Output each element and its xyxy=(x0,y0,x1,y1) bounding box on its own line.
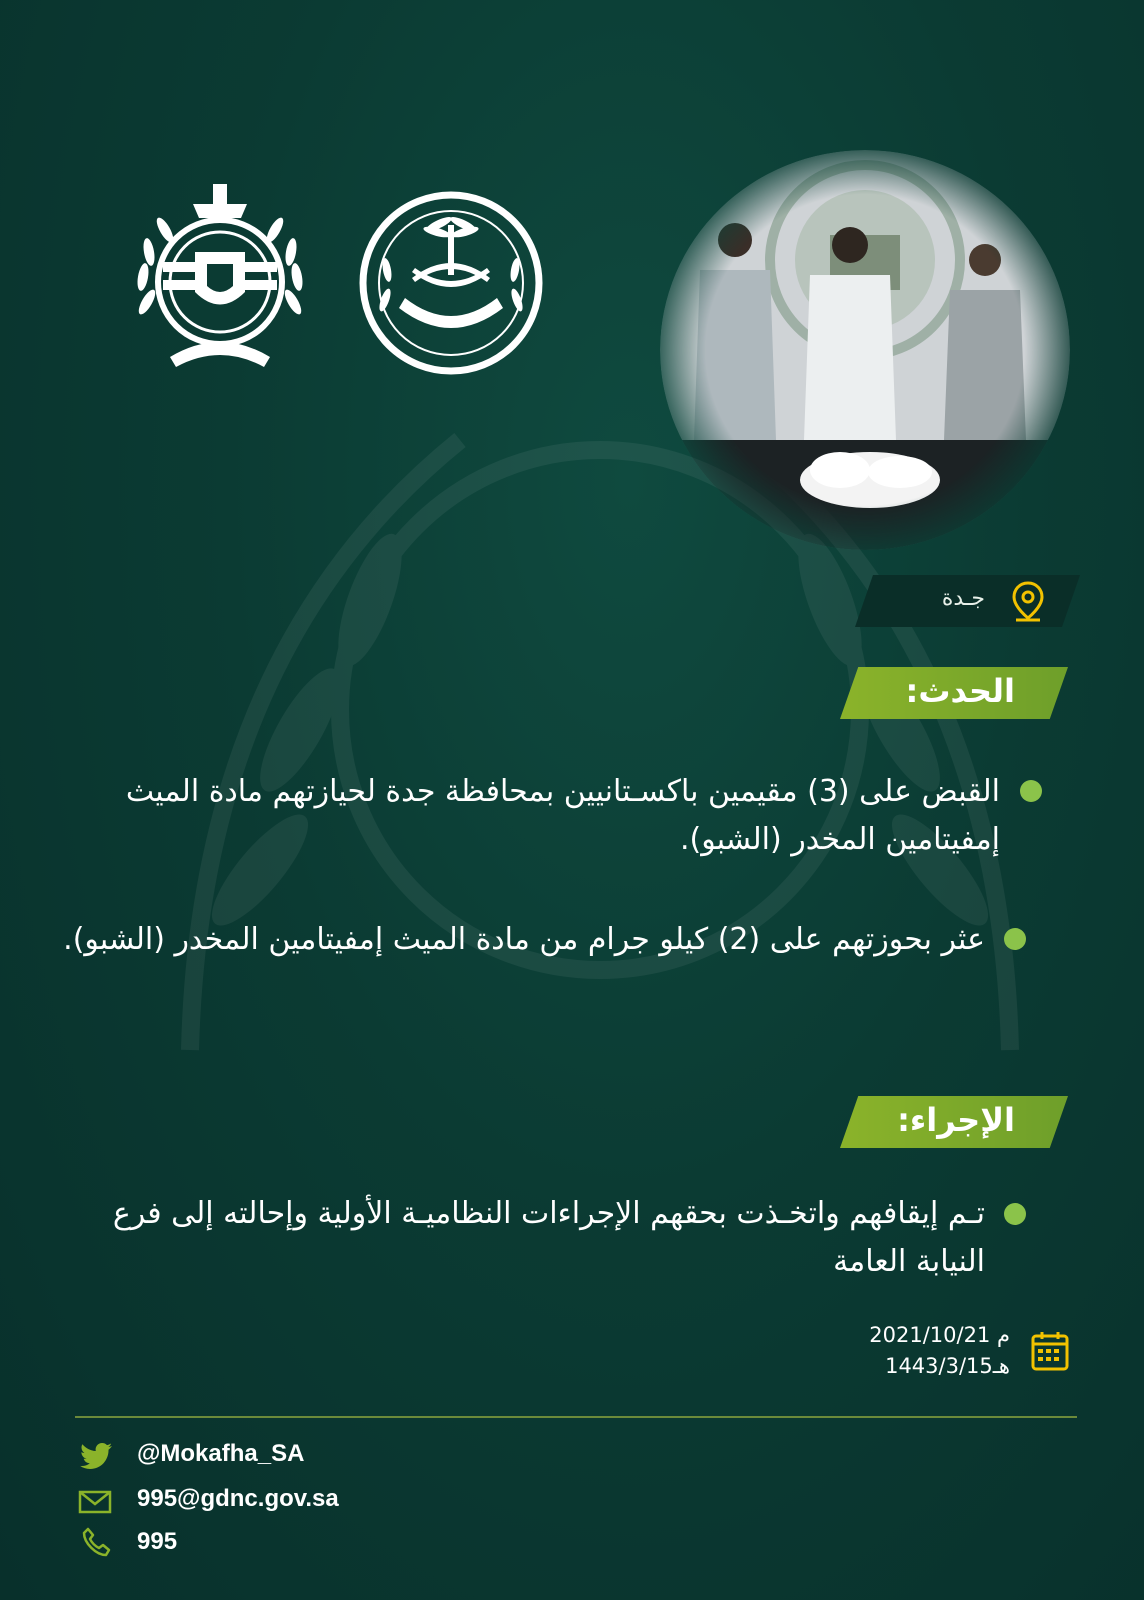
hijri-date: 1443/3/15هـ xyxy=(885,1354,1010,1378)
map-pin-icon xyxy=(1010,580,1046,624)
general-directorate-narcotics-logo xyxy=(125,182,315,374)
gregorian-date: 2021/10/21 م xyxy=(869,1323,1010,1347)
location-label: جـدة xyxy=(941,586,985,611)
arrest-photo xyxy=(660,150,1070,550)
twitter-handle[interactable]: @Mokafha_SA xyxy=(137,1440,305,1467)
calendar-icon xyxy=(1030,1330,1070,1372)
footer-divider xyxy=(75,1416,1077,1418)
bullet-point xyxy=(1004,1203,1026,1225)
event-item-2: عثر بحوزتهم على (2) كيلو جرام من مادة الميث إمفيتامين المخدر (الشبو). xyxy=(63,922,985,957)
action-section-title: الإجراء: xyxy=(897,1101,1015,1139)
contact-phone[interactable]: 995 xyxy=(137,1528,178,1555)
contact-email[interactable]: 995@gdnc.gov.sa xyxy=(137,1485,339,1512)
phone-icon xyxy=(80,1527,114,1557)
bullet-point xyxy=(1020,780,1042,802)
action-item-1: تـم إيقافهم واتخـذت بحقهم الإجراءات النظاميـة الأولية وإحالته إلى فرع النيابة العامة xyxy=(112,1196,985,1279)
event-section-title: الحدث: xyxy=(905,672,1015,710)
bullet-point xyxy=(1004,928,1026,950)
ministry-of-interior-logo xyxy=(355,190,547,376)
event-item-1: القبض على (3) مقيمين باكسـتانيين بمحافظة جدة لحيازتهم مادة الميث إمفيتامين المخدر (الشبو). xyxy=(125,774,1000,857)
email-icon xyxy=(78,1487,112,1517)
twitter-icon xyxy=(80,1441,114,1471)
